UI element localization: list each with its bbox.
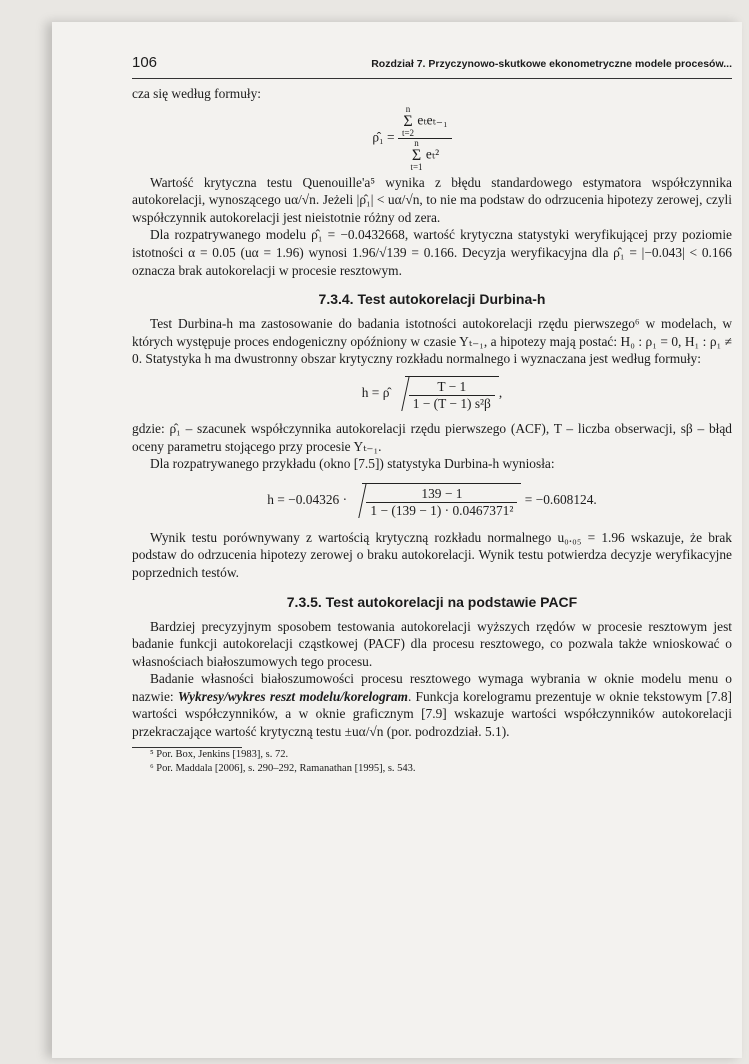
eq1-numerator: eₜeₜ₋₁	[417, 112, 448, 128]
section-title-durbin-h: 7.3.4. Test autokorelacji Durbina-h	[318, 291, 546, 308]
page-header	[132, 52, 732, 79]
section-title-pacf: 7.3.5. Test autokorelacji na podstawie PACF	[286, 593, 578, 610]
sum-symbol-icon: n Σ t=2	[401, 103, 415, 138]
equation-h-value: h = −0.04326 · $\frac{139 - 1}{\text{1 − (139 − 1) · 0.0467371²}}$ = −0.608124.	[132, 483, 732, 519]
eq1-denominator: eₜ²	[425, 146, 440, 162]
equation-rho	[92, 105, 732, 172]
page-number: 106	[132, 54, 158, 71]
paragraph-model-result: Dla rozpatrywanego modelu ρ̂₁ = −0.0432668, wartość krytyczna statystyki weryfikującej przy poziomie istotności α = 0.05 (uα = 1.96) wynosi 1.96/√139 = 0.166. Decyzja weryfikacyjna dla ρ̂₁ = |−0.043| < 0.166 oznacza brak autokorelacji w procesie resztowym.	[132, 227, 732, 278]
sum-symbol-icon: n Σ t=1	[410, 137, 423, 172]
running-title: Rozdział 7. Przyczynowo-skutkowe ekonometryczne modele procesów...	[371, 58, 732, 70]
paragraph-pacf: Bardziej precyzyjnym sposobem testowania autokorelacji wyższych rzędów w procesie resztowym jest badanie funkcji autokorelacji cząstkowej (PACF) dla procesu resztowego, co pozwala także wnioskować o własnościach białoszumowych tego procesu.	[132, 618, 732, 669]
paragraph-durbin-h: Test Durbina-h ma zastosowanie do badania istotności autokorelacji rzędu pierwszego⁶ w modelach, w których występuje proces endogeniczny opóźniony w czasie Yₜ₋₁, a hipotezy mają postać: H₀ : ρ₁ = 0, H₁ : ρ₁ ≠ 0. Statystyka h ma dwustronny obszar krytyczny rozkładu normalnego i wyznaczana jest według formuły:	[132, 316, 732, 367]
equation-h: h = ρ̂ $\frac{T - 1}{\text{1 − (T − 1) s²β}}$ ,	[132, 376, 732, 412]
paragraph-quenouille: Wartość krytyczna testu Quenouille'a⁵ wynika z błędu standardowego estymatora współczynnika autokorelacji, wynoszącego uα/√n. Jeżeli |ρ̂₁| < uα/√n, to nie ma podstaw do odrzucenia hipotezy zerowej, czyli współczynnik autokorelacji jest nieistotnie różny od zera.	[132, 174, 732, 225]
page-content	[132, 52, 732, 776]
menu-path: Wykresy/wykres reszt modelu/korelogram	[177, 688, 408, 704]
paragraph-test-result: Wynik testu porównywany z wartością krytyczną rozkładu normalnego u₀.₀₅ = 1.96 wskazuje, że brak podstaw do odrzucenia hipotezy zerowej o braku autokorelacji. Wynik testu potwierdza decyzje weryfikacyjne poprzednich testów.	[132, 529, 732, 580]
sqrt-symbol-icon: $\frac{139 - 1}{\text{1 − (139 − 1) · 0.0467371²}}$	[362, 483, 521, 519]
intro-line: cza się według formuły:	[132, 86, 262, 101]
eq1-fraction	[398, 105, 452, 172]
paragraph-where: gdzie: ρ̂₁ – szacunek współczynnika autokorelacji rzędu pierwszego (ACF), T – liczba obserwacji, sβ – błąd oceny parametru stojącego przy procesie Yₜ₋₁.	[132, 420, 732, 454]
footnote-6: ⁶ Por. Maddala [2006], s. 290–292, Ramanathan [1995], s. 543.	[150, 762, 416, 774]
footnote-5: ⁵ Por. Box, Jenkins [1983], s. 72.	[150, 748, 289, 760]
paragraph-menu: Badanie własności białoszumowości procesu resztowego wymaga wybrania w oknie modelu menu o nazwie: Wykresy/wykres reszt modelu/korelogram. Funkcja korelogramu prezentuje w oknie tekstowym [7.8] wartości współczynników, a w oknie graficznym [7.9] wskazuje wartości współczynników autokorelacji przekraczające wartość krytyczną testu ±uα/√n (por. podrozdział. 5.1).	[132, 671, 732, 740]
book-page	[52, 22, 742, 1058]
paragraph-example: Dla rozpatrywanego przykładu (okno [7.5]) statystyka Durbina-h wyniosła:	[150, 456, 555, 472]
eq1-lhs: ρ̂₁ =	[372, 129, 395, 145]
sqrt-symbol-icon: $\frac{T - 1}{\text{1 − (T − 1) s²β}}$	[405, 376, 499, 412]
